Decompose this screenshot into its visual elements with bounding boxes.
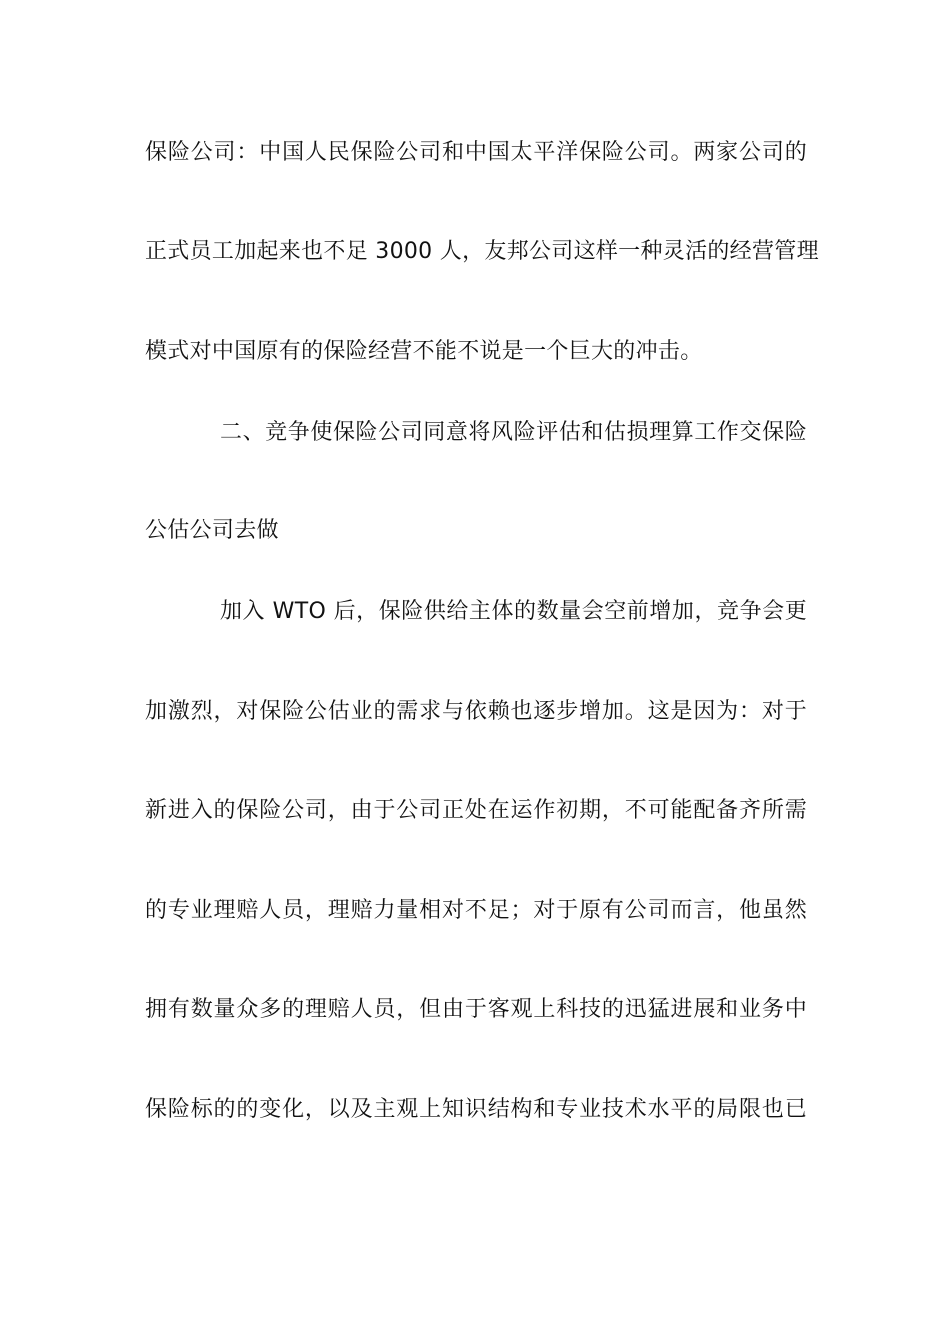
section-heading-line-1: 二、竞争使保险公司同意将风险评估和估损理算工作交保险: [220, 420, 807, 445]
paragraph-line-7: 的专业理赔人员，理赔力量相对不足；对于原有公司而言，他虽然: [145, 898, 807, 923]
paragraph-line-3: 模式对中国原有的保险经营不能不说是一个巨大的冲击。: [145, 339, 703, 364]
paragraph-line-8: 拥有数量众多的理赔人员，但由于客观上科技的迅猛进展和业务中: [145, 997, 807, 1022]
paragraph-line-9: 保险标的的变化，以及主观上知识结构和专业技术水平的局限也已: [145, 1097, 807, 1122]
paragraph-line-5: 加激烈，对保险公估业的需求与依赖也逐步增加。这是因为：对于: [145, 699, 807, 724]
paragraph-line-1: 保险公司：中国人民保险公司和中国太平洋保险公司。两家公司的: [145, 140, 807, 165]
paragraph-line-2: 正式员工加起来也不足 3000 人，友邦公司这样一种灵活的经营管理: [145, 239, 819, 264]
section-heading-line-2: 公估公司去做: [145, 518, 279, 543]
paragraph-line-6: 新进入的保险公司，由于公司正处在运作初期，不可能配备齐所需: [145, 798, 807, 823]
paragraph-line-4: 加入 WTO 后，保险供给主体的数量会空前增加，竞争会更: [220, 599, 807, 624]
